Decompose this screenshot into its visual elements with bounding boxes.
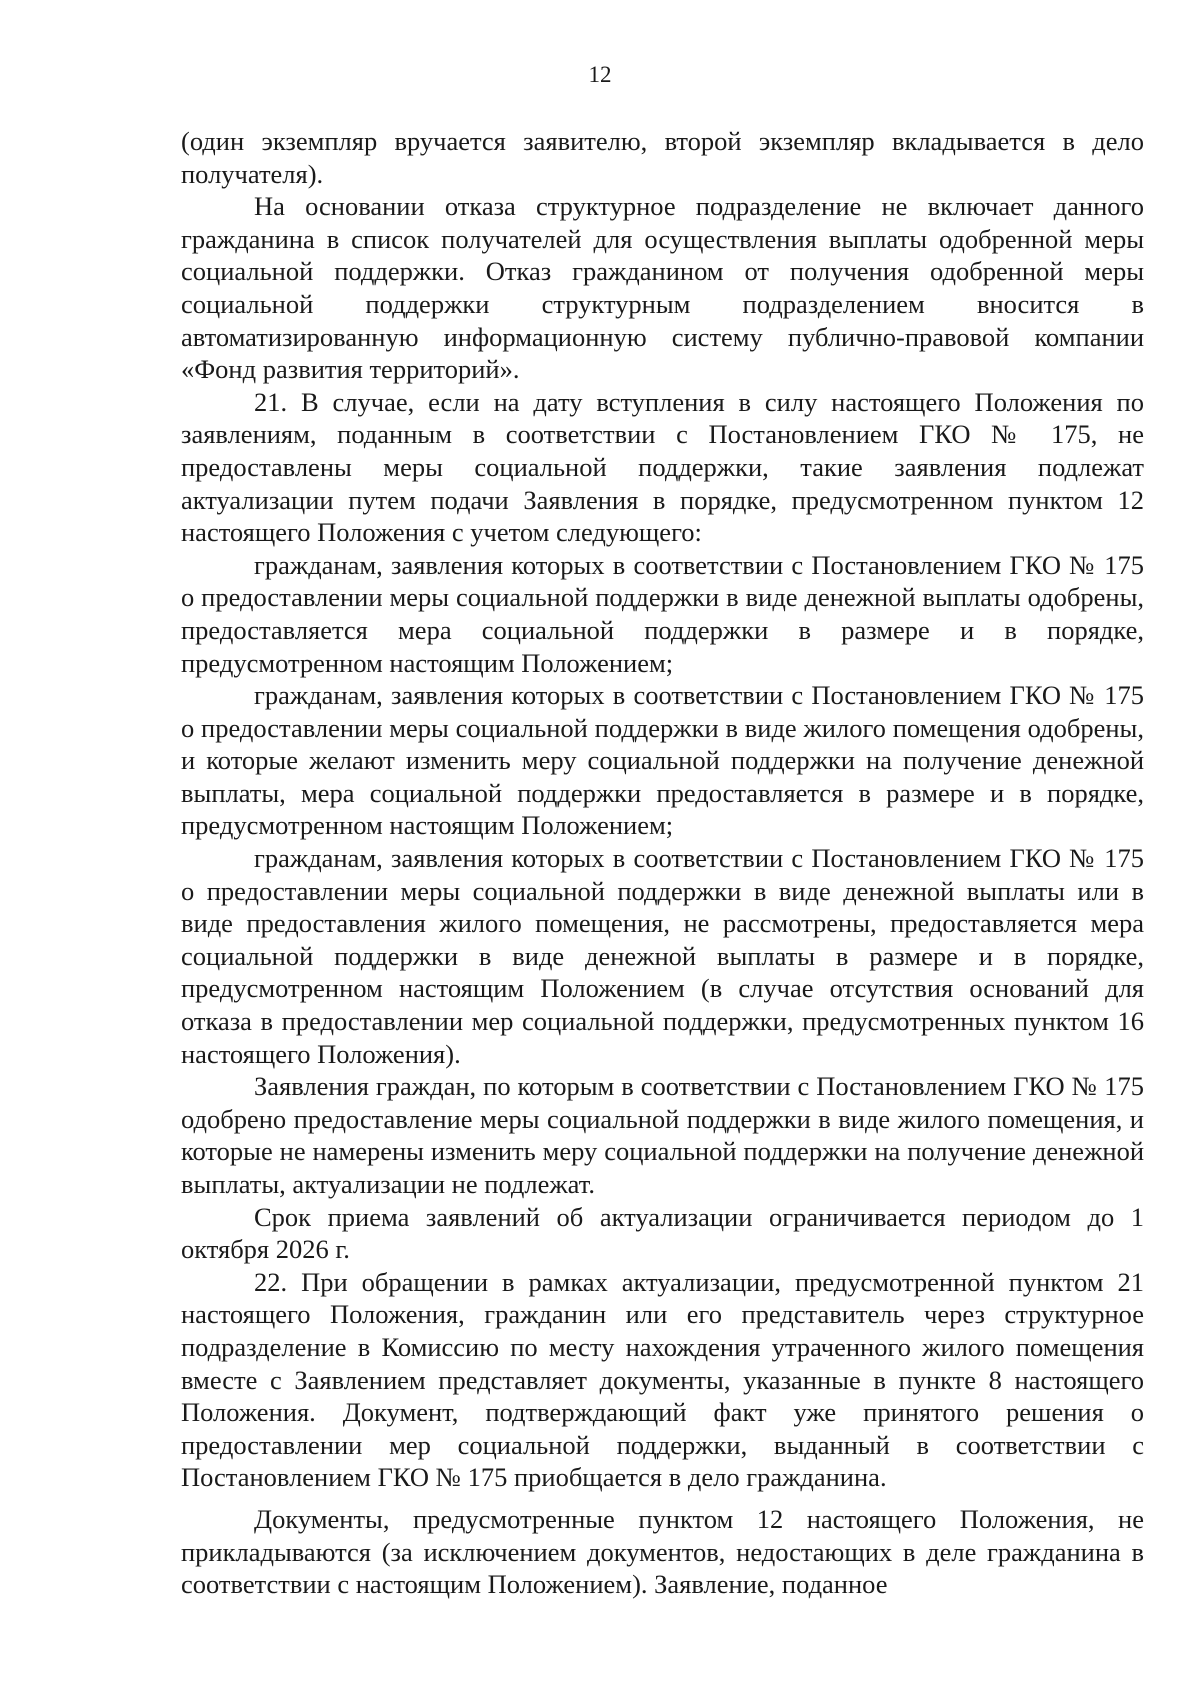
- paragraph-documents: Документы, предусмотренные пунктом 12 настоящего Положения, не прикладываются (за исключением документов, недостающих в деле гражданина в соответствии с настоящим Положением). Заявление, поданное: [181, 1503, 1144, 1600]
- paragraph-item-21-case-1: гражданам, заявления которых в соответствии с Постановлением ГКО № 175 о предоставлении меры социальной поддержки в виде денежной выплаты одобрены, предоставляется мера социальной поддержки в размере и в порядке, предусмотренном настоящим Положением;: [181, 549, 1144, 678]
- paragraph-not-subject: Заявления граждан, по которым в соответствии с Постановлением ГКО № 175 одобрено предоставление меры социальной поддержки в виде жилого помещения, и которые не намерены изменить меру социальной поддержки на получение денежной выплаты, актуализации не подлежат.: [181, 1071, 1144, 1199]
- page-number: 12: [588, 62, 612, 87]
- paragraph-item-22: 22. При обращении в рамках актуализации, предусмотренной пунктом 21 настоящего Положения, гражданин или его представитель через структурное подразделение в Комиссию по месту нахождения утраченного жилого помещения вместе с Заявлением представляет документы, указанные в пункте 8 настоящего Положения. Документ, подтверждающий факт уже принятого решения о предоставлении мер социальной поддержки, выданный в соответствии с Постановлением ГКО № 175 приобщается в дело гражданина.: [181, 1266, 1144, 1493]
- document-body: [181, 125, 1144, 1601]
- paragraph-deadline: Срок приема заявлений об актуализации ограничивается периодом до 1 октября 2026 г.: [181, 1201, 1144, 1265]
- paragraph-item-21: 21. В случае, если на дату вступления в силу настоящего Положения по заявлениям, поданным в соответствии с Постановлением ГКО № 175, не предоставлены меры социальной поддержки, такие заявления подлежат актуализации путем подачи Заявления в порядке, предусмотренном пунктом 12 настоящего Положения с учетом следующего:: [181, 386, 1144, 548]
- paragraph-item-21-case-3: гражданам, заявления которых в соответствии с Постановлением ГКО № 175 о предоставлении меры социальной поддержки в виде денежной выплаты или в виде предоставления жилого помещения, не рассмотрены, предоставляется мера социальной поддержки в виде денежной выплаты в размере и в порядке, предусмотренном настоящим Положением (в случае отсутствия оснований для отказа в предоставлении мер социальной поддержки, предусмотренных пунктом 16 настоящего Положения).: [181, 843, 1144, 1069]
- paragraph-continuation: (один экземпляр вручается заявителю, второй экземпляр вкладывается в дело получателя).: [181, 126, 1144, 189]
- paragraph-refusal: На основании отказа структурное подразделение не включает данного гражданина в список получателей для осуществления выплаты одобренной меры социальной поддержки. Отказ гражданином от получения одобренной меры социальной поддержки структурным подразделением вносится в автоматизированную информационную систему публично-правовой компании «Фонд развития территорий».: [181, 191, 1144, 385]
- paragraph-item-21-case-2: гражданам, заявления которых в соответствии с Постановлением ГКО № 175 о предоставлении меры социальной поддержки в виде жилого помещения одобрены, и которые желают изменить меру социальной поддержки на получение денежной выплаты, мера социальной поддержки предоставляется в размере и в порядке, предусмотренном настоящим Положением;: [181, 680, 1144, 841]
